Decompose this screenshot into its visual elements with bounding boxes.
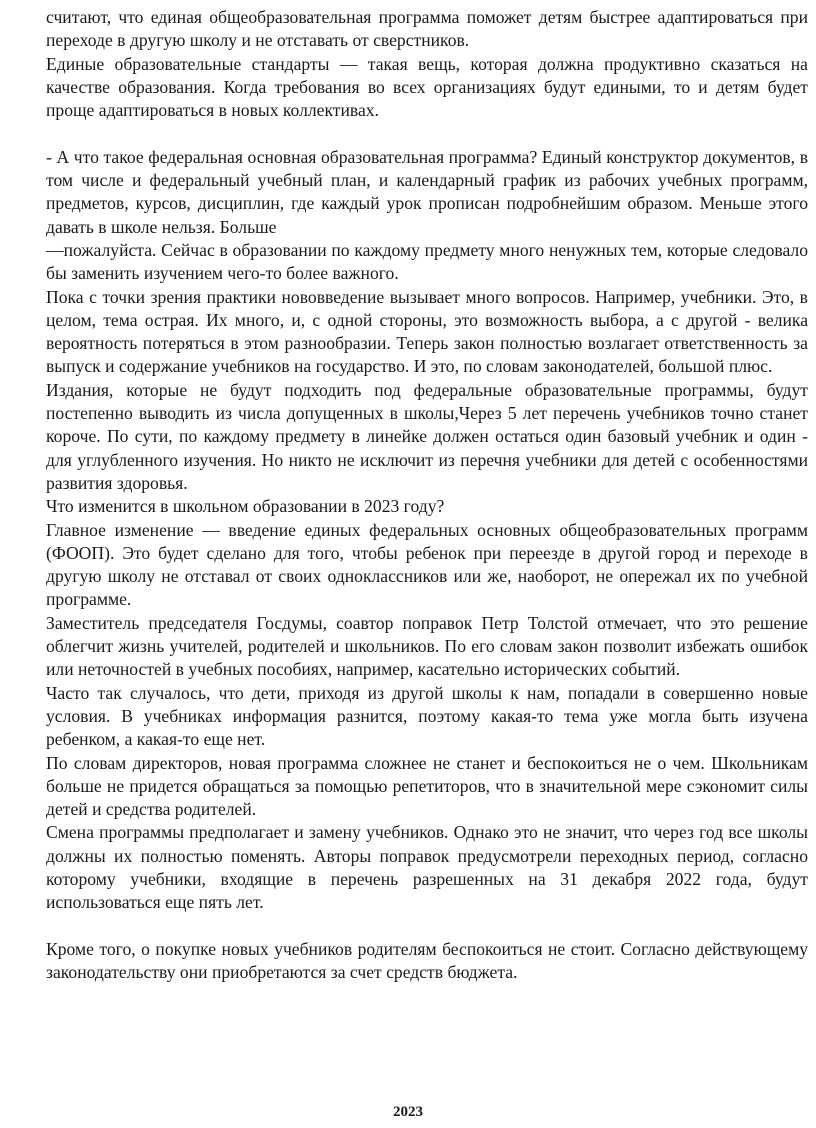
paragraph: Смена программы предполагает и замену учебников. Однако это не значит, что через год все школы должны их полностью поменять. Авторы поправок предусмотрели переходных период, согласно которому учебники, входящие в перечень разрешенных на 31 декабря 2022 года, будут использоваться еще пять лет.	[46, 822, 808, 913]
document-body	[46, 6, 808, 984]
paragraph: считают, что единая общеобразовательная программа поможет детям быстрее адаптироваться при переходе в другую школу и не отставать от сверстников.	[46, 7, 808, 51]
section-question: Что изменится в школьном образовании в 2023 году?	[46, 496, 445, 517]
paragraph: Единые образовательные стандарты — такая вещь, которая должна продуктивно сказаться на качестве образования. Когда требования во всех организациях будут едиными, то и детям будет проще адаптироваться в новых коллективах.	[46, 53, 808, 121]
paragraph: Часто так случалось, что дети, приходя из другой школы к нам, попадали в совершенно новые условия. В учебниках информация разнится, поэтому какая-то тема уже могла быть изучена ребенком, а какая-то еще нет.	[46, 682, 808, 750]
paragraph-gap	[46, 122, 808, 145]
paragraph: - А что такое федеральная основная образовательная программа? Единый конструктор документов, в том числе и федеральный учебный план, и календарный график из рабочих учебных программ, предметов, курсов, дисциплин, где каждый урок прописан подробнейшим образом. Меньше этого давать в школе нельзя. Больше	[46, 146, 808, 237]
paragraph: Издания, которые не будут подходить под федеральные образовательные программы, будут постепенно выводить из числа допущенных в школы,Через 5 лет перечень учебников точно станет короче. По сути, по каждому предмету в линейке должен остаться один базовый учебник и один - для углубленного изучения. Но никто не исключит из перечня учебники для детей с особенностями развития здоровья.	[46, 379, 808, 493]
paragraph: Заместитель председателя Госдумы, соавтор поправок Петр Толстой отмечает, что это решение облегчит жизнь учителей, родителей и школьников. По его словам закон позволит избежать ошибок или неточностей в учебных пособиях, например, касательно исторических событий.	[46, 612, 808, 680]
paragraph: —пожалуйста. Сейчас в образовании по каждому предмету много ненужных тем, которые следовало бы заменить изучением чего-то более важного.	[46, 239, 808, 284]
paragraph: Пока с точки зрения практики нововведение вызывает много вопросов. Например, учебники. Это, в целом, тема острая. Их много, и, с одной стороны, это возможность выбора, а с другой - велика вероятность потеряться в этом разнообразии. Теперь закон полностью возлагает ответственность за выпуск и содержание учебников на государство. И это, по словам законодателей, большой плюс.	[46, 286, 808, 377]
page-footer-year: 2023	[393, 1104, 423, 1120]
paragraph: Главное изменение — введение единых федеральных основных общеобразовательных программ (ФООП). Это будет сделано для того, чтобы ребенок при переезде в другой город и переходе в другую школу не отставал от своих одноклассников или же, наоборот, не опережал их по учебной программе.	[46, 519, 808, 610]
paragraph-gap	[46, 915, 808, 938]
paragraph: Кроме того, о покупке новых учебников родителям беспокоиться не стоит. Согласно действующему законодательству они приобретаются за счет средств бюджета.	[46, 938, 808, 983]
paragraph: По словам директоров, новая программа сложнее не станет и беспокоиться не о чем. Школьникам больше не придется обращаться за помощью репетиторов, что в значительной мере сэкономит силы детей и средства родителей.	[46, 752, 808, 820]
